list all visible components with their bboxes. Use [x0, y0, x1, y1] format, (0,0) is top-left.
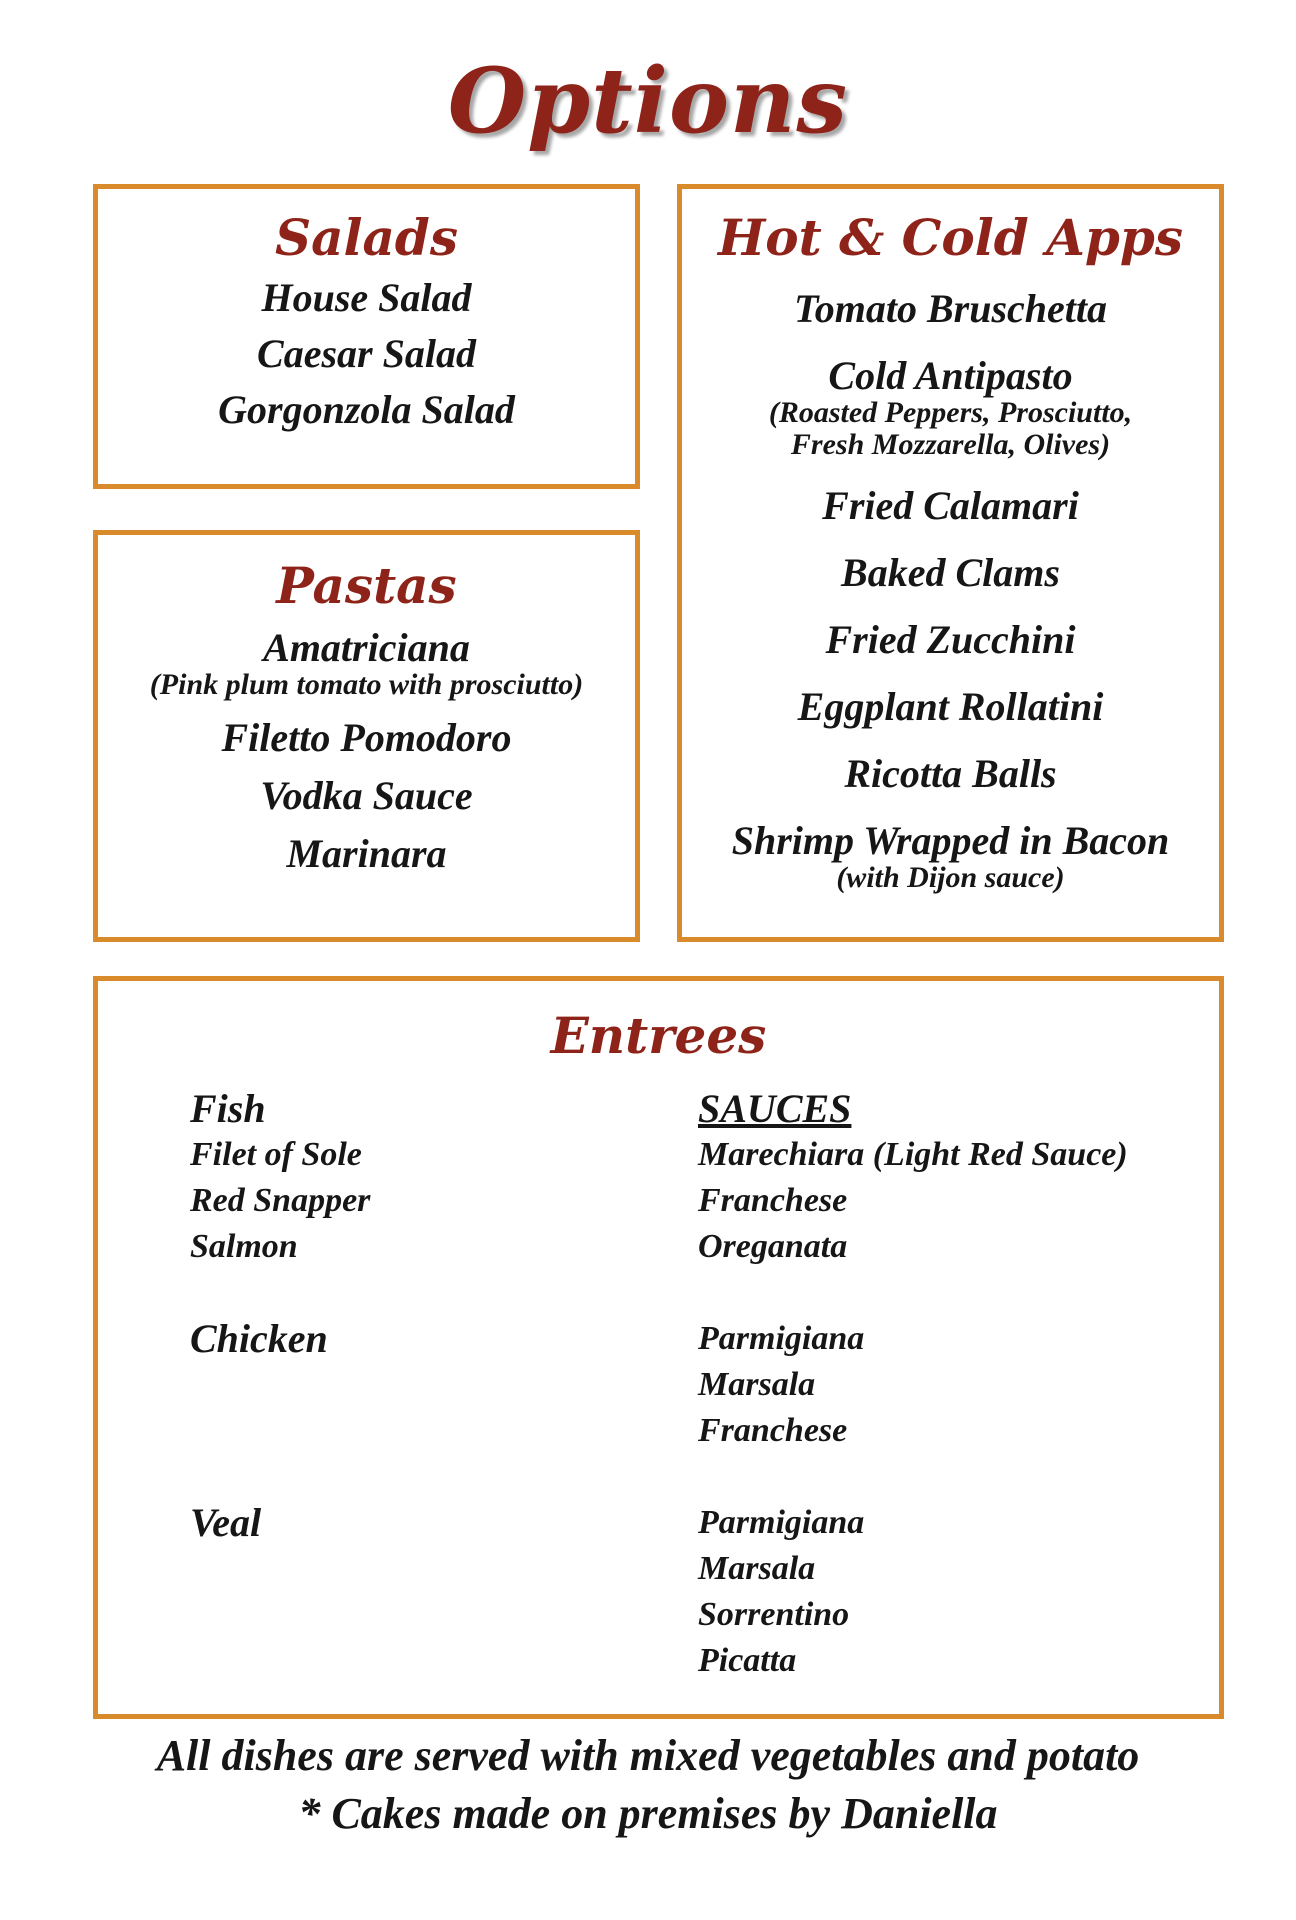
app-entry — [682, 619, 1219, 661]
footer-note-cakes: * Cakes made on premises by Daniella — [298, 1789, 998, 1838]
pasta-item: Marinara — [286, 830, 447, 876]
salad-item: Gorgonzola Salad — [218, 387, 515, 432]
sauces-label: SAUCES — [698, 1086, 852, 1131]
fish-sauce: Franchese — [698, 1182, 848, 1219]
app-entry — [682, 355, 1219, 460]
pasta-item: Amatriciana — [263, 625, 470, 670]
salad-item: House Salad — [261, 275, 472, 320]
apps-heading: Hot & Cold Apps — [717, 208, 1183, 267]
entrees-heading: Entrees — [550, 1006, 767, 1065]
app-entry — [682, 820, 1219, 894]
pasta-item: Filetto Pomodoro — [221, 714, 512, 760]
app-entry — [682, 288, 1219, 330]
fish-sauce: Oreganata — [698, 1228, 848, 1265]
page-title: Options — [447, 48, 849, 154]
pasta-entry — [98, 627, 635, 701]
salads-heading: Salads — [274, 208, 458, 267]
chicken-sauce: Franchese — [698, 1412, 848, 1449]
fish-item: Salmon — [190, 1228, 298, 1265]
app-item: Baked Clams — [841, 550, 1060, 595]
veal-sauce: Marsala — [698, 1550, 816, 1587]
fish-item: Red Snapper — [190, 1182, 371, 1219]
app-item: Ricotta Balls — [844, 751, 1057, 796]
pastas-section — [93, 530, 640, 942]
app-item: Eggplant Rollatini — [797, 684, 1104, 729]
app-item: Cold Antipasto — [828, 353, 1073, 398]
pasta-entry — [98, 830, 635, 876]
veal-sauce: Sorrentino — [698, 1596, 850, 1633]
app-entry — [682, 686, 1219, 728]
chicken-sauce: Marsala — [698, 1366, 816, 1403]
app-item: Fried Zucchini — [825, 617, 1076, 662]
app-entry — [682, 753, 1219, 795]
entree-proteins-column — [190, 1086, 590, 1546]
app-item-note: (with Dijon sauce) — [836, 861, 1065, 894]
pastas-heading: Pastas — [276, 556, 457, 615]
fish-item: Filet of Sole — [190, 1136, 362, 1173]
chicken-label: Chicken — [190, 1316, 328, 1361]
pasta-entry — [98, 714, 635, 760]
app-entry — [682, 552, 1219, 594]
fish-label: Fish — [190, 1086, 266, 1131]
chicken-sauce: Parmigiana — [698, 1320, 865, 1357]
pasta-entry — [98, 772, 635, 818]
app-item: Tomato Bruschetta — [793, 286, 1108, 331]
app-item: Fried Calamari — [822, 483, 1079, 528]
fish-sauce: Marechiara (Light Red Sauce) — [698, 1136, 1128, 1173]
footer-note-sides: All dishes are served with mixed vegetables and potato — [156, 1731, 1140, 1780]
app-entry — [682, 485, 1219, 527]
salads-section — [93, 184, 640, 489]
veal-sauce: Picatta — [698, 1642, 797, 1679]
entrees-section — [93, 976, 1224, 1719]
pasta-item: Vodka Sauce — [260, 772, 473, 818]
veal-sauce: Parmigiana — [698, 1504, 865, 1541]
app-item-note: (Roasted Peppers, Prosciutto, — [768, 396, 1133, 429]
salad-item: Caesar Salad — [257, 331, 476, 376]
app-item: Shrimp Wrapped in Bacon — [731, 818, 1170, 863]
app-item-note: Fresh Mozzarella, Olives) — [790, 427, 1111, 461]
apps-section — [677, 184, 1224, 942]
pasta-item-note: (Pink plum tomato with prosciutto) — [149, 668, 584, 701]
veal-label: Veal — [190, 1500, 262, 1545]
entree-sauces-column — [698, 1086, 1218, 1684]
